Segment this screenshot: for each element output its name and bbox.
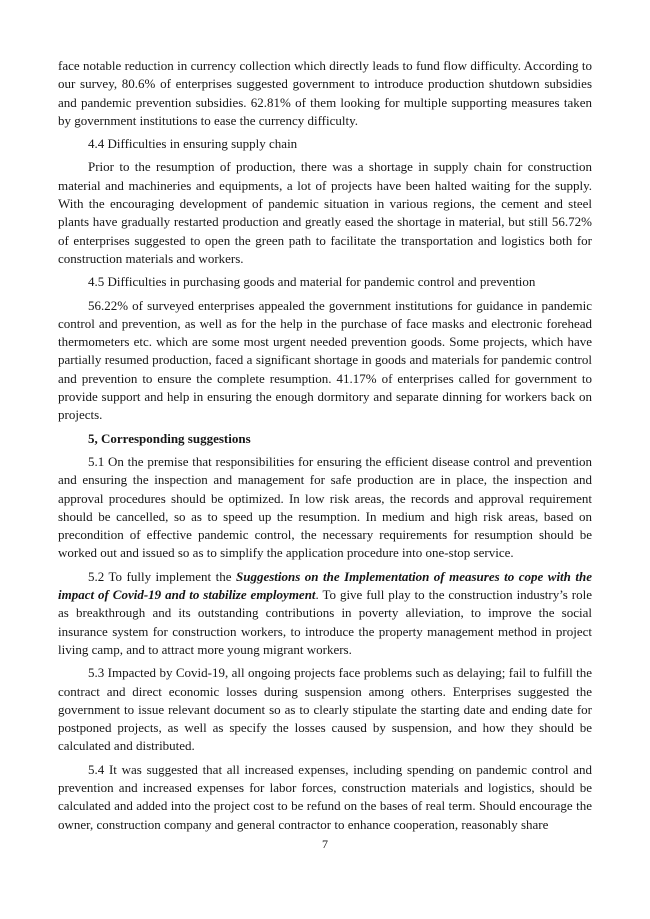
paragraph-5-1: 5.1 On the premise that responsibilities for ensuring the efficient disease control and prevention and ensuring the inspection and management for safe production are in place, the inspection and approval procedures should be optimized. In low risk areas, the records and approval requirement should be cancelled, so as to speed up the resumption. In medium and high risk areas, based on precondition of effective pandemic control, the necessary requirements for resumption should be worked out and issued so as to simplify the application procedure into one-stop service. xyxy=(58,453,592,561)
paragraph-5-4: 5.4 It was suggested that all increased expenses, including spending on pandemic control and prevention and increased expenses for labor forces, construction materials and logistics, should be calculated and added into the project cost to be refund on the bases of real term. Should encourage the owner, construction company and general contractor to enhance cooperation, reasonably share xyxy=(58,761,592,832)
heading-5-corresponding-suggestions: 5, Corresponding suggestions xyxy=(88,430,251,446)
paragraph-5-3: 5.3 Impacted by Covid-19, all ongoing projects face problems such as delaying; fail to fulfill the contract and direct economic losses during suspension among others. Enterprises suggested the government to issue relevant document so as to clearly stipulate the starting date and ending date for postponed projects, as well as specify the losses caused by suspension, and how they should be calculated and distributed. xyxy=(58,665,592,754)
page-number: 7 xyxy=(322,837,328,851)
page-body xyxy=(58,57,592,839)
paragraph-supply-chain: Prior to the resumption of production, there was a shortage in supply chain for construction material and machineries and equipments, a lot of projects have been halted waiting for the supply. With the encouraging development of pandemic situation in various regions, the cement and steel plants have gradually restarted production and greatly eased the shortage in material, but still 56.72% of enterprises suggested to open the green path to facilitate the transportation and logistics both for construction materials and workers. xyxy=(58,159,592,266)
paragraph-5-2-prefix: 5.2 To fully implement the xyxy=(88,568,236,584)
heading-4-4-supply-chain: 4.4 Difficulties in ensuring supply chain xyxy=(88,136,298,152)
paragraph-currency-continuation: face notable reduction in currency collection which directly leads to fund flow difficulty. According to our survey, 80.6% of enterprises suggested government to introduce production shutdown subsidies and pandemic prevention subsidies. 62.81% of them looking for multiple supporting measures taken by government institutions to ease the currency difficulty. xyxy=(58,58,592,128)
paragraph-5-2 xyxy=(58,568,592,659)
paragraph-5-2-suffix: . To give full play to the construction industry’s role as breakthrough and its outstanding contributions in poverty alleviation, to improve the social insurance system for construction workers, to introduce the property management method in project living camp, and to attract more young migrant workers. xyxy=(58,587,592,657)
cited-document-title: Suggestions on the Implementation of measures to cope with the impact of Covid-19 and to stabilize employment xyxy=(58,568,592,603)
heading-4-5-purchasing-goods: 4.5 Difficulties in purchasing goods and material for pandemic control and prevention xyxy=(88,274,536,290)
paragraph-purchasing-goods: 56.22% of surveyed enterprises appealed the government institutions for guidance in pandemic control and prevention, as well as for the help in the purchase of face masks and electronic forehead thermometers etc. which are some most urgent needed prevention goods. Some projects, which have partially resumed production, faced a significant shortage in goods and materials for pandemic control and prevention to ensure the complete resumption. 41.17% of enterprises called for government to provide support and help in ensuring the enough dormitory and separate dinning for workers back on projects. xyxy=(58,297,592,423)
